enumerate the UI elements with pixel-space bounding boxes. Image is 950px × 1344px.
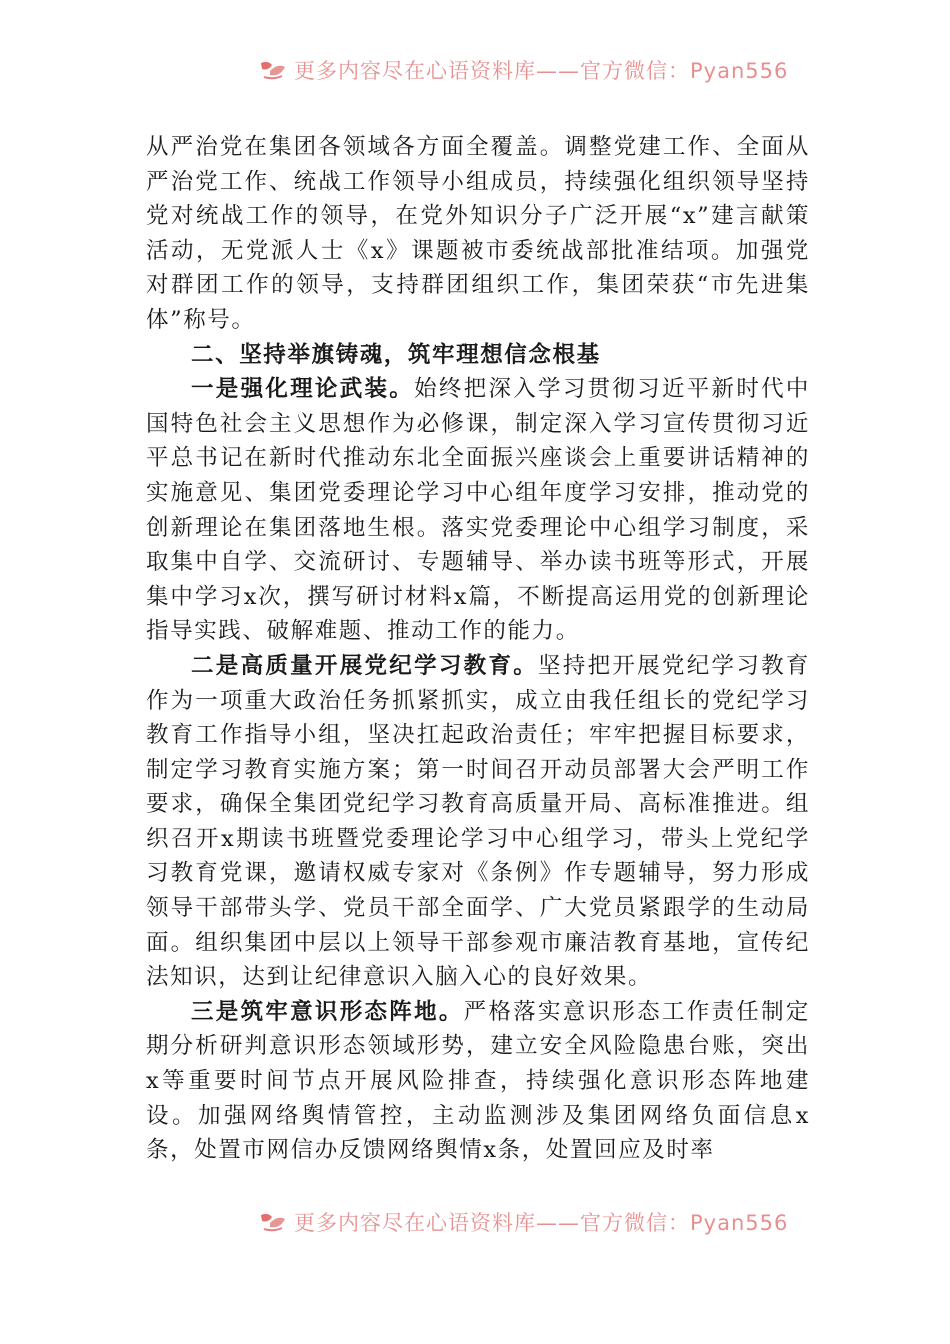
logo-icon [258,59,288,81]
paragraph-text: 始终把深入学习贯彻习近平新时代中国特色社会主义思想作为必修课，制定深入学习宣传贯彻习近平总书记在新时代推动东北全面振兴座谈会上重要讲话精神的实施意见、集团党委理论学习中心组年度学习安排，推动党的创新理论在集团落地生根。落实党委理论中心组学习制度，采取集中自学、交流研讨、专题辅导、举办读书班等形式，开展集中学习x次，撰写研讨材料x篇，不断提高运用党的创新理论指导实践、破解难题、推动工作的能力。 [146,376,810,645]
logo-icon [258,1211,288,1233]
paragraph-text: 坚持把开展党纪学习教育作为一项重大政治任务抓紧抓实，成立由我任组长的党纪学习教育工作指导小组，坚决扛起政治责任；牢牢把握目标要求，制定学习教育实施方案；第一时间召开动员部署大会严明工作要求，确保全集团党纪学习教育高质量开局、高标准推进。组织召开x期读书班暨党委理论学习中心组学习，带头上党纪学习教育党课，邀请权威专家对《条例》作专题辅导，努力形成领导干部带头学、党员干部全面学、广大党员紧跟学的生动局面。组织集团中层以上领导干部参观市廉洁教育基地，宣传纪法知识，达到让纪律意识入脑入心的良好效果。 [146,652,811,991]
paragraph-continuation: 从严治党在集团各领域各方面全覆盖。调整党建工作、全面从严治党工作、统战工作领导小组成员，持续强化组织领导坚持党对统战工作的领导，在党外知识分子广泛开展“x”建言献策活动，无党派人士《x》课题被市委统战部批准结项。加强党对群团工作的领导，支持群团组织工作，集团荣获“市先进集体”称号。 [146,134,810,333]
document-body [146,130,810,1168]
paragraph-lead: 二是高质量开展党纪学习教育。 [191,652,539,679]
section-heading: 二、坚持举旗铸魂，筑牢理想信念根基 [191,341,601,368]
paragraph-ideology [146,995,810,1168]
paragraph-lead: 一是强化理论武装。 [191,376,415,403]
paragraph-theory [146,372,810,649]
paragraph-text: 严格落实意识形态工作责任制定期分析研判意识形态领域形势，建立安全风险隐患台账，突出x等重要时间节点开展风险排查，持续强化意识形态阵地建设。加强网络舆情管控，主动监测涉及集团网络负面信息x条，处置市网信办反馈网络舆情x条，处置回应及时率 [146,998,810,1164]
paragraph-discipline [146,649,810,995]
watermark-text: 更多内容尽在心语资料库——官方微信：Pyan556 [294,1211,789,1235]
watermark-text: 更多内容尽在心语资料库——官方微信：Pyan556 [294,59,789,83]
paragraph-lead: 三是筑牢意识形态阵地。 [191,998,464,1025]
watermark-bottom [258,1208,789,1236]
watermark-top [258,56,789,84]
